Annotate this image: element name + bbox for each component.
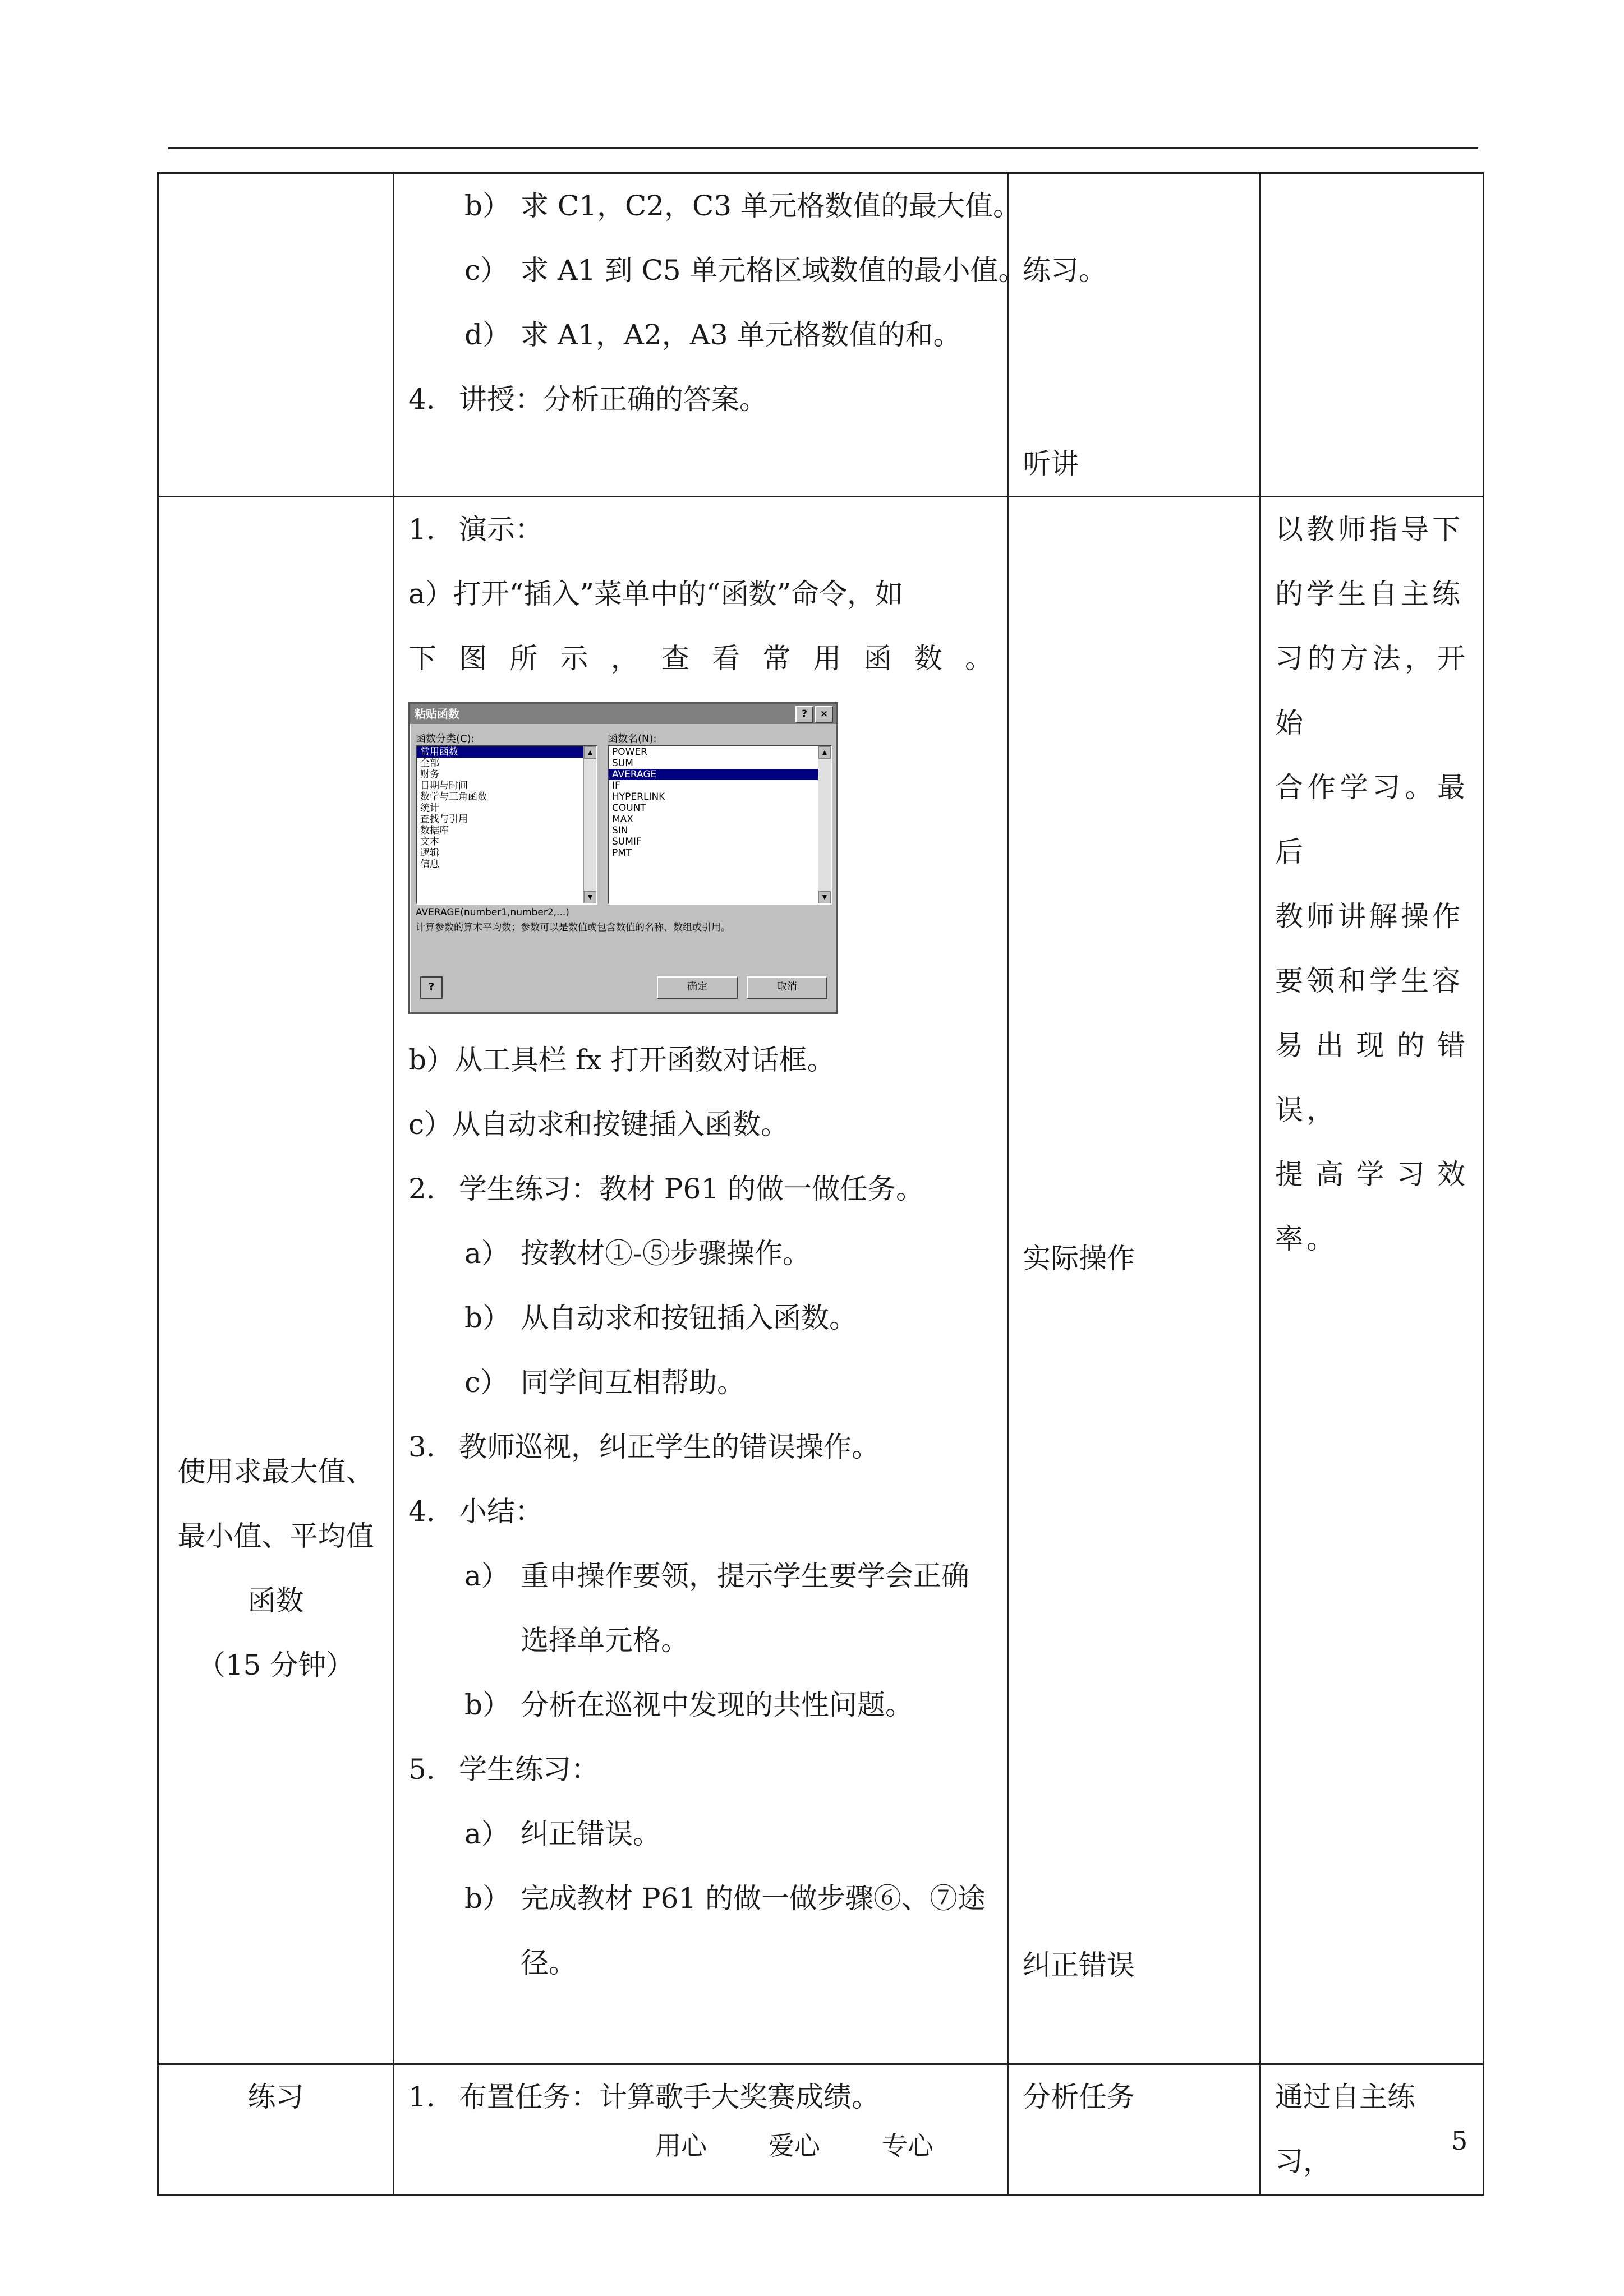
list-item[interactable]: MAX [612, 814, 633, 825]
list-marker: b） [464, 190, 511, 222]
motto-word: 用心 [655, 2131, 707, 2161]
content-text: c）从自动求和按键插入函数。 [408, 1108, 789, 1141]
content-text: 重申操作要领，提示学生要学会正确 [521, 1560, 969, 1592]
list-item[interactable]: HYPERLINK [612, 791, 665, 803]
table-row [158, 497, 1484, 2064]
dialog-title [410, 704, 836, 724]
dialog-title-text: 粘贴函数 [415, 707, 459, 721]
list-marker: 3. [408, 1431, 435, 1463]
content-text: 下 图 所 示 ， 查 看 常 用 函 数 。 [408, 642, 993, 675]
content-line [408, 626, 993, 691]
content-line [408, 562, 993, 626]
list-marker: c） [464, 1366, 509, 1399]
content-text: 教师巡视，纠正学生的错误操作。 [459, 1431, 880, 1463]
content-text: 讲授：分析正确的答案。 [459, 383, 767, 416]
function-syntax: AVERAGE(number1,number2,...) [416, 907, 569, 918]
content-text: 小结： [459, 1495, 543, 1528]
content-line [408, 2065, 993, 2129]
content-line [408, 1737, 993, 1802]
category-scrollbar[interactable] [583, 746, 596, 903]
topic-text: （15 分钟） [197, 1649, 355, 1681]
category-listbox[interactable] [416, 745, 597, 905]
topic-text: 使用求最大值、 [177, 1455, 374, 1488]
list-item[interactable]: 文本 [420, 836, 439, 847]
content-line [408, 1802, 993, 1866]
scroll-up-icon[interactable]: ▲ [818, 746, 831, 759]
content-line [408, 367, 993, 432]
intent-cell [1260, 497, 1484, 2064]
intent-text: 易出现的错误， [1275, 1029, 1469, 1126]
list-marker: a） [464, 1818, 509, 1850]
list-item[interactable]: PMT [612, 847, 632, 859]
list-item[interactable]: SUMIF [612, 836, 642, 847]
list-item[interactable]: 全部 [420, 758, 439, 769]
list-marker: 5. [408, 1753, 435, 1786]
motto-word: 爱心 [769, 2131, 820, 2161]
content-line [408, 1157, 993, 1221]
content-line [408, 1479, 993, 1544]
content-text: 演示： [459, 513, 543, 546]
scroll-down-icon[interactable]: ▼ [818, 891, 831, 903]
intent-cell [1260, 173, 1484, 497]
content-text: 求 C1，C2，C3 单元格数值的最大值。 [521, 190, 1021, 222]
content-line [408, 497, 993, 562]
intent-text: 合作学习。最后 [1275, 771, 1469, 868]
close-icon[interactable]: × [815, 706, 833, 723]
help-question-icon[interactable]: ? [795, 706, 813, 723]
list-item[interactable]: 数据库 [420, 825, 449, 836]
list-item[interactable]: 统计 [420, 803, 439, 814]
content-text: 求 A1 到 C5 单元格区域数值的最小值。 [521, 254, 1027, 287]
content-text: 选择单元格。 [521, 1624, 689, 1657]
content-line [408, 1092, 993, 1157]
list-marker: 1. [408, 513, 435, 546]
list-item[interactable]: SUM [612, 758, 633, 769]
content-line [408, 238, 1027, 303]
intent-text: 要领和学生容 [1275, 965, 1464, 997]
topic-text: 函数 [247, 1584, 304, 1617]
content-line [408, 1673, 993, 1737]
content-line [408, 1608, 993, 1673]
content-text: 分析在巡视中发现的共性问题。 [521, 1689, 913, 1721]
list-marker: b） [464, 1302, 511, 1334]
category-label: 函数分类(C): [416, 733, 475, 745]
list-marker: 4. [408, 383, 435, 416]
list-item[interactable]: IF [612, 780, 620, 791]
intent-text: 的学生自主练 [1275, 578, 1464, 610]
content-line [408, 1286, 993, 1350]
scroll-down-icon[interactable]: ▼ [584, 891, 596, 903]
content-line [408, 303, 993, 367]
motto-word: 专心 [882, 2131, 933, 2161]
content-line [408, 1866, 993, 1931]
content-text: 纠正错误。 [521, 1818, 661, 1850]
list-item[interactable]: AVERAGE [609, 769, 831, 780]
list-marker: d） [464, 319, 511, 351]
content-text: 布置任务：计算歌手大奖赛成绩。 [459, 2081, 880, 2113]
list-marker: b） [464, 1882, 511, 1915]
help-button[interactable]: ? [420, 976, 443, 999]
activity-text: 听讲 [1023, 448, 1079, 480]
list-item[interactable]: COUNT [612, 803, 646, 814]
activity-cell [1008, 173, 1260, 497]
list-marker: a） [464, 1560, 509, 1592]
page-number: 5 [1451, 2126, 1468, 2156]
activity-text: 实际操作 [1023, 1242, 1135, 1275]
content-line [408, 1221, 993, 1286]
list-marker: c） [464, 254, 509, 287]
content-line [408, 174, 1021, 238]
intent-text: 提高学习效率。 [1275, 1158, 1469, 1255]
intent-text: 以教师指导下 [1275, 513, 1464, 546]
content-text: 完成教材 P61 的做一做步骤⑥、⑦途 [521, 1882, 986, 1915]
ok-button[interactable]: 确定 [657, 976, 738, 999]
list-item[interactable]: 信息 [420, 859, 439, 870]
intent-text: 教师讲解操作 [1275, 900, 1464, 933]
cancel-button[interactable]: 取消 [747, 976, 827, 999]
header-rule [168, 147, 1478, 149]
content-line [408, 1415, 993, 1479]
content-text: 求 A1，A2，A3 单元格数值的和。 [521, 319, 961, 351]
content-text: b）从工具栏 fx 打开函数对话框。 [408, 1044, 835, 1076]
intent-text: 通过自主练习， [1275, 2081, 1415, 2178]
list-marker: 2. [408, 1173, 435, 1205]
list-item[interactable]: 常用函数 [417, 746, 596, 758]
content-text: 径。 [521, 1947, 577, 1979]
topic-cell [158, 173, 394, 497]
content-text: 学生练习：教材 P61 的做一做任务。 [459, 1173, 924, 1205]
topic-text: 练习 [247, 2081, 304, 2113]
activity-text: 分析任务 [1023, 2081, 1135, 2113]
content-text: 同学间互相帮助。 [521, 1366, 745, 1399]
scroll-up-icon[interactable]: ▲ [584, 746, 596, 759]
intent-cell [1260, 2064, 1484, 2195]
list-item[interactable]: SIN [612, 825, 628, 836]
list-item[interactable]: POWER [612, 746, 647, 758]
function-listbox[interactable] [608, 745, 832, 905]
paste-function-dialog [408, 702, 838, 1014]
content-text: 学生练习： [459, 1753, 599, 1786]
list-item[interactable]: 数学与三角函数 [420, 791, 487, 803]
list-item[interactable]: 逻辑 [420, 847, 439, 859]
function-scrollbar[interactable] [818, 746, 831, 903]
list-marker: a） [464, 1237, 509, 1270]
content-text: 从自动求和按钮插入函数。 [521, 1302, 857, 1334]
list-marker: 1. [408, 2081, 435, 2113]
content-line [408, 1350, 993, 1415]
content-line [408, 1544, 993, 1608]
content-text: a）打开“插入”菜单中的“函数”命令，如 [408, 578, 904, 610]
content-text: 按教材①-⑤步骤操作。 [521, 1237, 811, 1270]
list-item[interactable]: 财务 [420, 769, 439, 780]
list-item[interactable]: 查找与引用 [420, 814, 468, 825]
activity-cell [1008, 497, 1260, 2064]
content-line [408, 1931, 993, 1995]
topic-cell [158, 497, 394, 2064]
footer-motto [655, 2126, 995, 2163]
list-marker: 4. [408, 1495, 435, 1528]
function-description: 计算参数的算术平均数；参数可以是数值或包含数值的名称、数组或引用。 [416, 922, 730, 933]
topic-cell [158, 2064, 394, 2195]
content-line [408, 1028, 993, 1092]
list-marker: b） [464, 1689, 511, 1721]
intent-text: 习的方法，开始 [1275, 642, 1469, 739]
activity-text: 练习。 [1023, 254, 1107, 287]
activity-cell [1008, 2064, 1260, 2195]
content-cell [394, 497, 1008, 2064]
activity-text: 纠正错误 [1023, 1949, 1135, 1981]
topic-text: 最小值、平均值 [177, 1520, 374, 1552]
list-item[interactable]: 日期与时间 [420, 780, 468, 791]
table-row [158, 173, 1484, 497]
content-cell [394, 173, 1027, 497]
lesson-plan-table [157, 172, 1484, 2196]
function-name-label: 函数名(N): [608, 733, 657, 745]
